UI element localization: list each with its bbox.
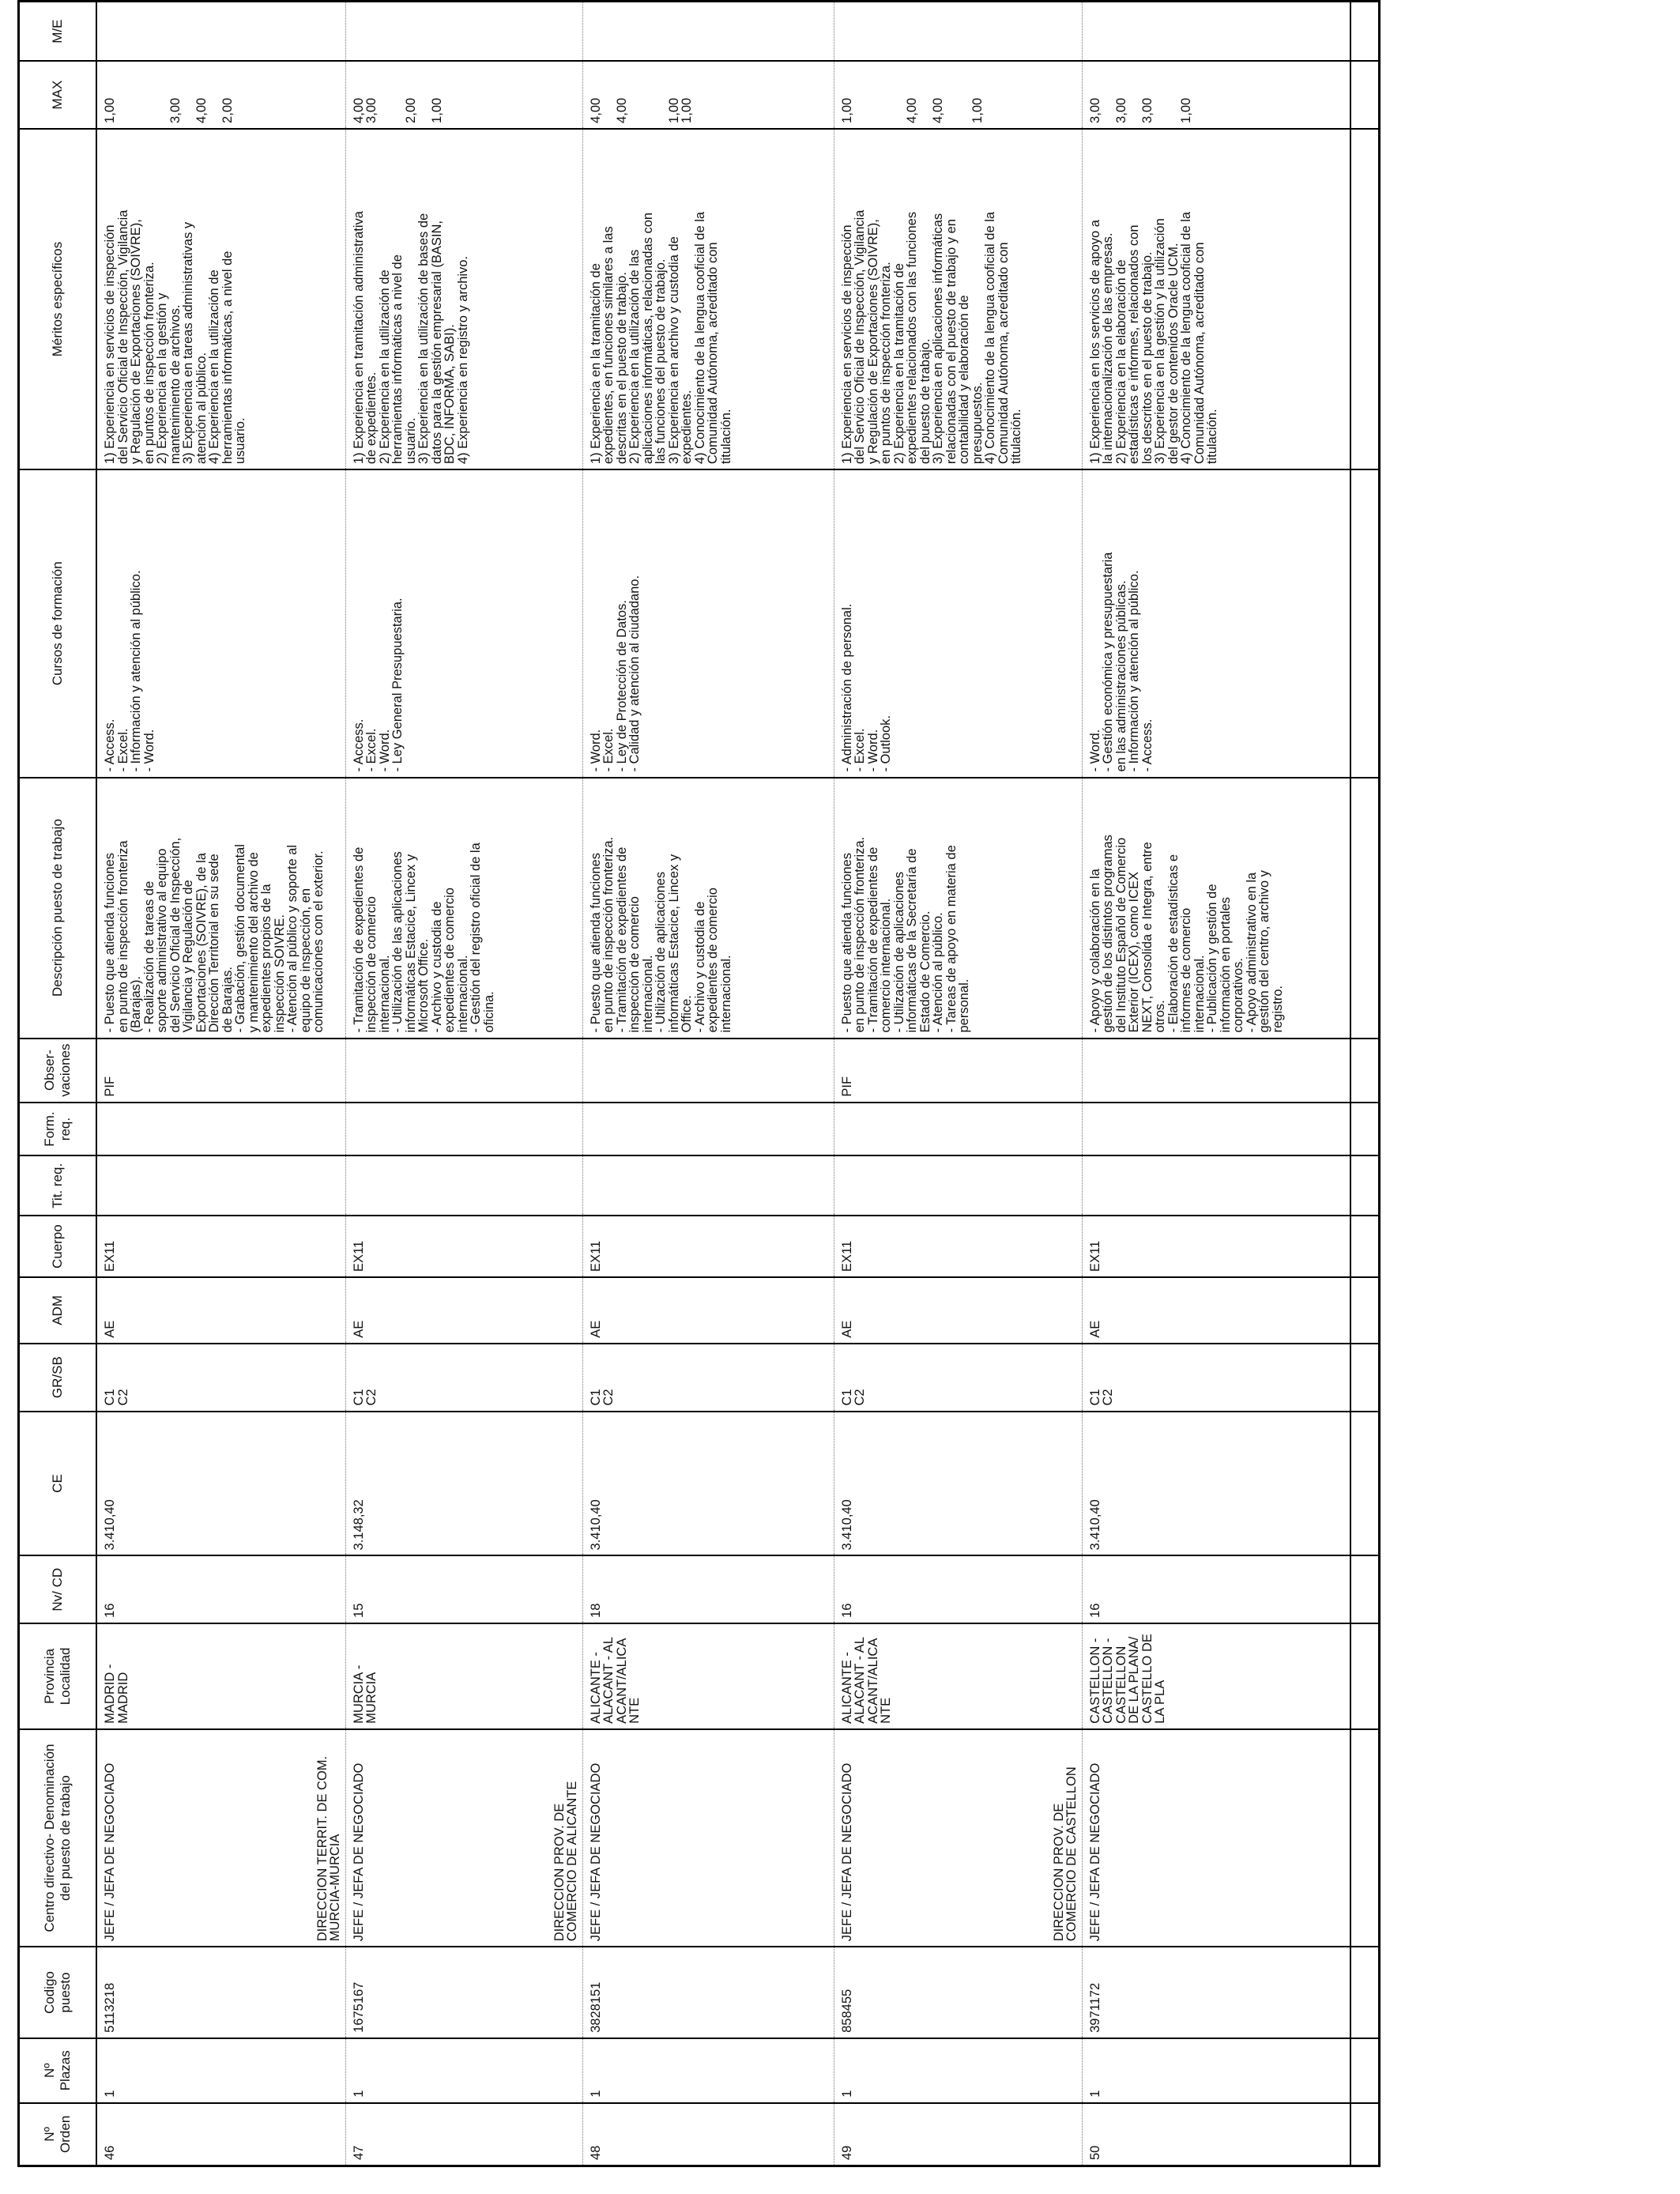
cell-meritos: 1) Experiencia en tramitación administrativa de expedientes. 2) Experiencia en la utilización de herramientas informáticas a nivel de usuario. 3) Experiencia en la utilización de bases de datos para la gestión empresarial (BASIN, BDC, INFORMA, SABI). 4) Experiencia en registro y archivo. bbox=[345, 129, 582, 469]
max-score bbox=[391, 66, 405, 123]
max-score: 4,00 bbox=[194, 97, 209, 123]
table-row bbox=[582, 2, 834, 2166]
col-provincia-header: Provincia Localidad bbox=[19, 1623, 97, 1729]
cell-max bbox=[1082, 61, 1350, 129]
table-row bbox=[96, 2, 345, 2166]
max-score bbox=[642, 66, 655, 123]
cell-provincia: MURCIA - MURCIA bbox=[345, 1623, 582, 1729]
cell-plazas: 1 bbox=[834, 2038, 1082, 2103]
cell-codigo: 3828151 bbox=[582, 1947, 834, 2038]
cell-meritos: 1) Experiencia en servicios de inspección del Servicio Oficial de Inspección, Vigilancia y Regulación de Exportaciones (SOIVRE), en puntos de inspección fronteriza. 2) Experiencia en la tramitación de expedientes relacionados con las funciones del puesto de trabajo. 3) Experiencia en aplicaciones informáticas relacionadas con el puesto de trabajo y en contabilidad y elaboración de presupuestos. 4) Conocimiento de la lengua cooficial de la Comunidad Autónoma, acreditado con titulación. bbox=[834, 129, 1082, 469]
cell-plazas: 1 bbox=[582, 2038, 834, 2103]
cell-obs: PIF bbox=[834, 1039, 1082, 1103]
max-score: 3,00 bbox=[168, 97, 183, 123]
position-title: JEFE / JEFA DE NEGOCIADO bbox=[1087, 1762, 1102, 1942]
table-row bbox=[834, 2, 1082, 2166]
cell-obs: PIF bbox=[96, 1039, 345, 1103]
cell-adm: AE bbox=[345, 1277, 582, 1344]
max-score bbox=[182, 66, 195, 123]
cell-form bbox=[834, 1103, 1082, 1156]
cell-adm: AE bbox=[96, 1277, 345, 1344]
cell-centro bbox=[582, 1729, 834, 1947]
cell-codigo: 858455 bbox=[834, 1947, 1082, 2038]
cell-cuerpo: EX11 bbox=[834, 1216, 1082, 1277]
col-grsb-header: GR/SB bbox=[19, 1344, 97, 1412]
col-me-header: M/E bbox=[19, 2, 97, 62]
cell-orden: 46 bbox=[96, 2103, 345, 2166]
cell-orden: 49 bbox=[834, 2103, 1082, 2166]
max-score bbox=[1102, 66, 1115, 123]
cell-cursos: - Access. - Excel. - Word. - Ley General Presupuestaria. bbox=[345, 469, 582, 777]
directive-centre-label: DIRECCION PROV. DE COMERCIO DE ALICANTE bbox=[552, 1781, 579, 1942]
cell-cuerpo: EX11 bbox=[1082, 1216, 1350, 1277]
max-score bbox=[853, 66, 867, 123]
cell-grsb: C1 C2 bbox=[345, 1344, 582, 1412]
max-score: 4,00 bbox=[588, 97, 603, 123]
col-cursos-header: Cursos de formación bbox=[19, 469, 97, 777]
col-obs-header: Obser- vaciones bbox=[19, 1039, 97, 1103]
cell-max bbox=[96, 61, 345, 129]
cell-centro bbox=[1082, 1729, 1350, 1947]
empty-row bbox=[1350, 2, 1380, 2166]
cell-ce: 3.148,32 bbox=[345, 1412, 582, 1556]
cell-max bbox=[345, 61, 582, 129]
empty-cell bbox=[1350, 1344, 1380, 1412]
cell-obs bbox=[582, 1039, 834, 1103]
max-score: 1,00 bbox=[680, 97, 694, 123]
max-score: 1,00 bbox=[970, 97, 985, 123]
cell-tit bbox=[1082, 1156, 1350, 1216]
empty-cell bbox=[1350, 1103, 1380, 1156]
max-score: 3,00 bbox=[1113, 97, 1128, 123]
max-score: 1,00 bbox=[666, 97, 681, 123]
max-score bbox=[880, 66, 893, 123]
cell-descripcion: - Tramitación de expedientes de inspección de comercio internacional. - Utilización de las aplicaciones informáticas Estacice, Lincex y Microsoft Office. - Archivo y custodia de expedientes de comercio internacional. - Gestión del registro oficial de la oficina. bbox=[345, 778, 582, 1039]
cell-orden: 47 bbox=[345, 2103, 582, 2166]
max-score: 2,00 bbox=[403, 97, 418, 123]
cell-cursos: - Administración de personal. - Excel. - Word. - Outlook. bbox=[834, 469, 1082, 777]
position-title: JEFE / JEFA DE NEGOCIADO bbox=[103, 1762, 117, 1942]
cell-me bbox=[345, 2, 582, 62]
cell-form bbox=[1082, 1103, 1350, 1156]
cell-adm: AE bbox=[834, 1277, 1082, 1344]
job-positions-table bbox=[17, 0, 1381, 2167]
empty-cell bbox=[1350, 1277, 1380, 1344]
empty-cell bbox=[1350, 1729, 1380, 1947]
cell-adm: AE bbox=[1082, 1277, 1350, 1344]
cell-nivel: 15 bbox=[345, 1555, 582, 1623]
cell-max bbox=[834, 61, 1082, 129]
cell-cursos: - Word. - Excel. - Ley de Protección de Datos. - Calidad y atención al ciudadano. bbox=[582, 469, 834, 777]
col-descripcion-header: Descripción puesto de trabajo bbox=[19, 778, 97, 1039]
empty-cell bbox=[1350, 1623, 1380, 1729]
max-score: 3,00 bbox=[364, 97, 379, 123]
cell-form bbox=[582, 1103, 834, 1156]
empty-cell bbox=[1350, 1947, 1380, 2038]
max-score bbox=[654, 66, 668, 123]
cell-provincia: CASTELLON - CASTELLON - CASTELLON DE LA PLANA/ CASTELLO DE LA PLA bbox=[1082, 1623, 1350, 1729]
position-title: JEFE / JEFA DE NEGOCIADO bbox=[839, 1762, 854, 1942]
max-score bbox=[958, 66, 971, 123]
cell-nivel: 16 bbox=[1082, 1555, 1350, 1623]
max-score: 4,00 bbox=[905, 97, 919, 123]
max-score bbox=[379, 66, 392, 123]
empty-cell bbox=[1350, 1039, 1380, 1103]
col-form-header: Form. req. bbox=[19, 1103, 97, 1156]
cell-provincia: ALICANTE - ALACANT - AL ACANT/ALICA NTE bbox=[582, 1623, 834, 1729]
max-score bbox=[417, 66, 431, 123]
col-max-header: MAX bbox=[19, 61, 97, 129]
cell-meritos: 1) Experiencia en los servicios de apoyo a la internacionalización de las empresas. 2) Experiencia en la elaboración de estadísticas e informes, relacionados con los descritos en el puesto de trabajo. 3) Experiencia en la gestión y la utilización del gestor de contenidos Oracle UCM. 4) Conocimiento de la lengua cooficial de la Comunidad Autónoma, acreditado con titulación. bbox=[1082, 129, 1350, 469]
cell-nivel: 18 bbox=[582, 1555, 834, 1623]
col-meritos-header: Méritos específicos bbox=[19, 129, 97, 469]
cell-orden: 50 bbox=[1082, 2103, 1350, 2166]
empty-cell bbox=[1350, 2038, 1380, 2103]
max-score bbox=[156, 66, 169, 123]
empty-cell bbox=[1350, 1412, 1380, 1556]
cell-descripcion: - Apoyo y colaboración en la gestión de los distintos programas del Instituto Español de Comercio Exterior (ICEX), como ICEX NEXT, Consolida e Integra, entre otros. - Elaboración de estadísticas e informes de comercio internacional. - Publicación y gestión de información en portales corporativos. - Apoyo administrativo en la gestión del centro, archivo y registro. bbox=[1082, 778, 1350, 1039]
cell-cuerpo: EX11 bbox=[345, 1216, 582, 1277]
cell-nivel: 16 bbox=[96, 1555, 345, 1623]
cell-centro bbox=[345, 1729, 582, 1947]
col-ce-header: CE bbox=[19, 1412, 97, 1556]
directive-centre-label: DIRECCION TERRIT. DE COM. MURCIA-MURCIA bbox=[315, 1755, 342, 1942]
cell-grsb: C1 C2 bbox=[582, 1344, 834, 1412]
cell-me bbox=[582, 2, 834, 62]
cell-me bbox=[834, 2, 1082, 62]
max-score: 1,00 bbox=[429, 97, 444, 123]
empty-cell bbox=[1350, 2, 1380, 62]
cell-codigo: 3971172 bbox=[1082, 1947, 1350, 2038]
col-centro-header: Centro directivo- Denominación del puesto de trabajo bbox=[19, 1729, 97, 1947]
max-score bbox=[208, 66, 221, 123]
cell-provincia: MADRID - MADRID bbox=[96, 1623, 345, 1729]
max-score bbox=[1128, 66, 1141, 123]
col-codigo-header: Codigo puesto bbox=[19, 1947, 97, 2038]
header-row bbox=[19, 2, 97, 2166]
cell-descripcion: - Puesto que atienda funciones en punto de inspección fronteriza (Barajas). - Realización de tareas de soporte administrativo al equipo del Servicio Oficial de Inspección, Vigilancia y Regulación de Exportaciones (SOIVRE), de la Dirección Territorial en su sede de Barajas. - Grabación, gestión documental y mantenimiento del archivo de expedientes propios de la inspección SOIVRE. - Atención al público y soporte al equipo de inspección, en comunicaciones con el exterior. bbox=[96, 778, 345, 1039]
cell-descripcion: - Puesto que atienda funciones en punto de inspección fronteriza. - Tramitación de expedientes de comercio internacional. - Utilización de aplicaciones informáticas de la Secretaría de Estado de Comercio. - Atención al público. - Tareas de apoyo en materia de personal. bbox=[834, 778, 1082, 1039]
cell-meritos: 1) Experiencia en servicios de inspección del Servicio Oficial de Inspección, Vigilancia y Regulación de Exportaciones (SOIVRE), en puntos de inspección fronteriza. 2) Experiencia en la gestión y mantenimiento de archivos. 3) Experiencia en tareas administrativas y atención al público. 4) Experiencia en la utilización de herramientas informáticas, a nivel de usuario. bbox=[96, 129, 345, 469]
col-orden-header: Nº Orden bbox=[19, 2103, 97, 2166]
cell-provincia: ALICANTE - ALACANT - AL ACANT/ALICA NTE bbox=[834, 1623, 1082, 1729]
cell-plazas: 1 bbox=[1082, 2038, 1350, 2103]
cell-obs bbox=[1082, 1039, 1350, 1103]
max-score: 4,00 bbox=[614, 97, 629, 123]
table-row bbox=[1082, 2, 1350, 2166]
cell-centro bbox=[96, 1729, 345, 1947]
directive-centre-label: DIRECCION PROV. DE COMERCIO DE CASTELLON bbox=[1051, 1766, 1079, 1942]
cell-grsb: C1 C2 bbox=[1082, 1344, 1350, 1412]
cell-form bbox=[96, 1103, 345, 1156]
cell-ce: 3.410,40 bbox=[1082, 1412, 1350, 1556]
max-score: 3,00 bbox=[1087, 97, 1102, 123]
col-nivel-header: Nv/ CD bbox=[19, 1555, 97, 1623]
max-score: 1,00 bbox=[839, 97, 854, 123]
max-score bbox=[602, 66, 616, 123]
cell-grsb: C1 C2 bbox=[96, 1344, 345, 1412]
cell-centro bbox=[834, 1729, 1082, 1947]
max-score: 4,00 bbox=[931, 97, 945, 123]
max-score bbox=[130, 66, 143, 123]
cell-codigo: 1675167 bbox=[345, 1947, 582, 2038]
cell-cuerpo: EX11 bbox=[582, 1216, 834, 1277]
cell-plazas: 1 bbox=[96, 2038, 345, 2103]
cell-tit bbox=[582, 1156, 834, 1216]
cell-cursos: - Access. - Excel. - Información y atención al público. - Word. bbox=[96, 469, 345, 777]
cell-me bbox=[96, 2, 345, 62]
max-score bbox=[919, 66, 932, 123]
cell-orden: 48 bbox=[582, 2103, 834, 2166]
cell-max bbox=[582, 61, 834, 129]
max-score: 1,00 bbox=[103, 97, 117, 123]
position-title: JEFE / JEFA DE NEGOCIADO bbox=[351, 1762, 366, 1942]
col-plazas-header: Nº Plazas bbox=[19, 2038, 97, 2103]
empty-cell bbox=[1350, 1216, 1380, 1277]
cell-me bbox=[1082, 2, 1350, 62]
position-title: JEFE / JEFA DE NEGOCIADO bbox=[588, 1762, 603, 1942]
cell-ce: 3.410,40 bbox=[96, 1412, 345, 1556]
table-row bbox=[345, 2, 582, 2166]
cell-codigo: 5113218 bbox=[96, 1947, 345, 2038]
empty-cell bbox=[1350, 469, 1380, 777]
empty-cell bbox=[1350, 1555, 1380, 1623]
max-score bbox=[628, 66, 642, 123]
max-score bbox=[1154, 66, 1167, 123]
cell-obs bbox=[345, 1039, 582, 1103]
max-score bbox=[893, 66, 906, 123]
cell-cursos: - Word. - Gestión económica y presupuestaria en las administraciones públicas. - Información y atención al público. - Access. bbox=[1082, 469, 1350, 777]
max-score: 3,00 bbox=[1139, 97, 1155, 123]
max-score bbox=[143, 66, 156, 123]
empty-cell bbox=[1350, 1156, 1380, 1216]
cell-meritos: 1) Experiencia en la tramitación de expedientes, en funciones similares a las descritas en el puesto de trabajo. 2) Experiencia en la utilización de las aplicaciones informáticas, relacionadas con las funciones del puesto de trabajo. 3) Experiencia en archivo y custodia de expedientes. 4) Conocimiento de la lengua cooficial de la Comunidad Autónoma, acreditado con titulación. bbox=[582, 129, 834, 469]
col-tit-header: Tit. req. bbox=[19, 1156, 97, 1216]
max-score bbox=[117, 66, 130, 123]
empty-cell bbox=[1350, 2103, 1380, 2166]
cell-form bbox=[345, 1103, 582, 1156]
max-score: 4,00 bbox=[351, 97, 366, 123]
empty-cell bbox=[1350, 61, 1380, 129]
cell-descripcion: - Puesto que atienda funciones en punto de inspección fronteriza. - Tramitación de expedientes de inspección de comercio internacional. - Utilización de aplicaciones informáticas Estacice, Lincex y Office. - Archivo y custodia de expedientes de comercio internacional. bbox=[582, 778, 834, 1039]
max-score bbox=[945, 66, 959, 123]
cell-tit bbox=[834, 1156, 1082, 1216]
cell-cuerpo: EX11 bbox=[96, 1216, 345, 1277]
max-score: 1,00 bbox=[1179, 97, 1193, 123]
cell-ce: 3.410,40 bbox=[834, 1412, 1082, 1556]
col-cuerpo-header: Cuerpo bbox=[19, 1216, 97, 1277]
max-score: 2,00 bbox=[220, 97, 235, 123]
cell-plazas: 1 bbox=[345, 2038, 582, 2103]
cell-nivel: 16 bbox=[834, 1555, 1082, 1623]
table-body bbox=[96, 2, 1380, 2166]
cell-tit bbox=[96, 1156, 345, 1216]
cell-ce: 3.410,40 bbox=[582, 1412, 834, 1556]
empty-cell bbox=[1350, 129, 1380, 469]
empty-cell bbox=[1350, 778, 1380, 1039]
cell-tit bbox=[345, 1156, 582, 1216]
col-adm-header: ADM bbox=[19, 1277, 97, 1344]
cell-grsb: C1 C2 bbox=[834, 1344, 1082, 1412]
cell-adm: AE bbox=[582, 1277, 834, 1344]
max-score bbox=[867, 66, 880, 123]
max-score bbox=[1167, 66, 1181, 123]
